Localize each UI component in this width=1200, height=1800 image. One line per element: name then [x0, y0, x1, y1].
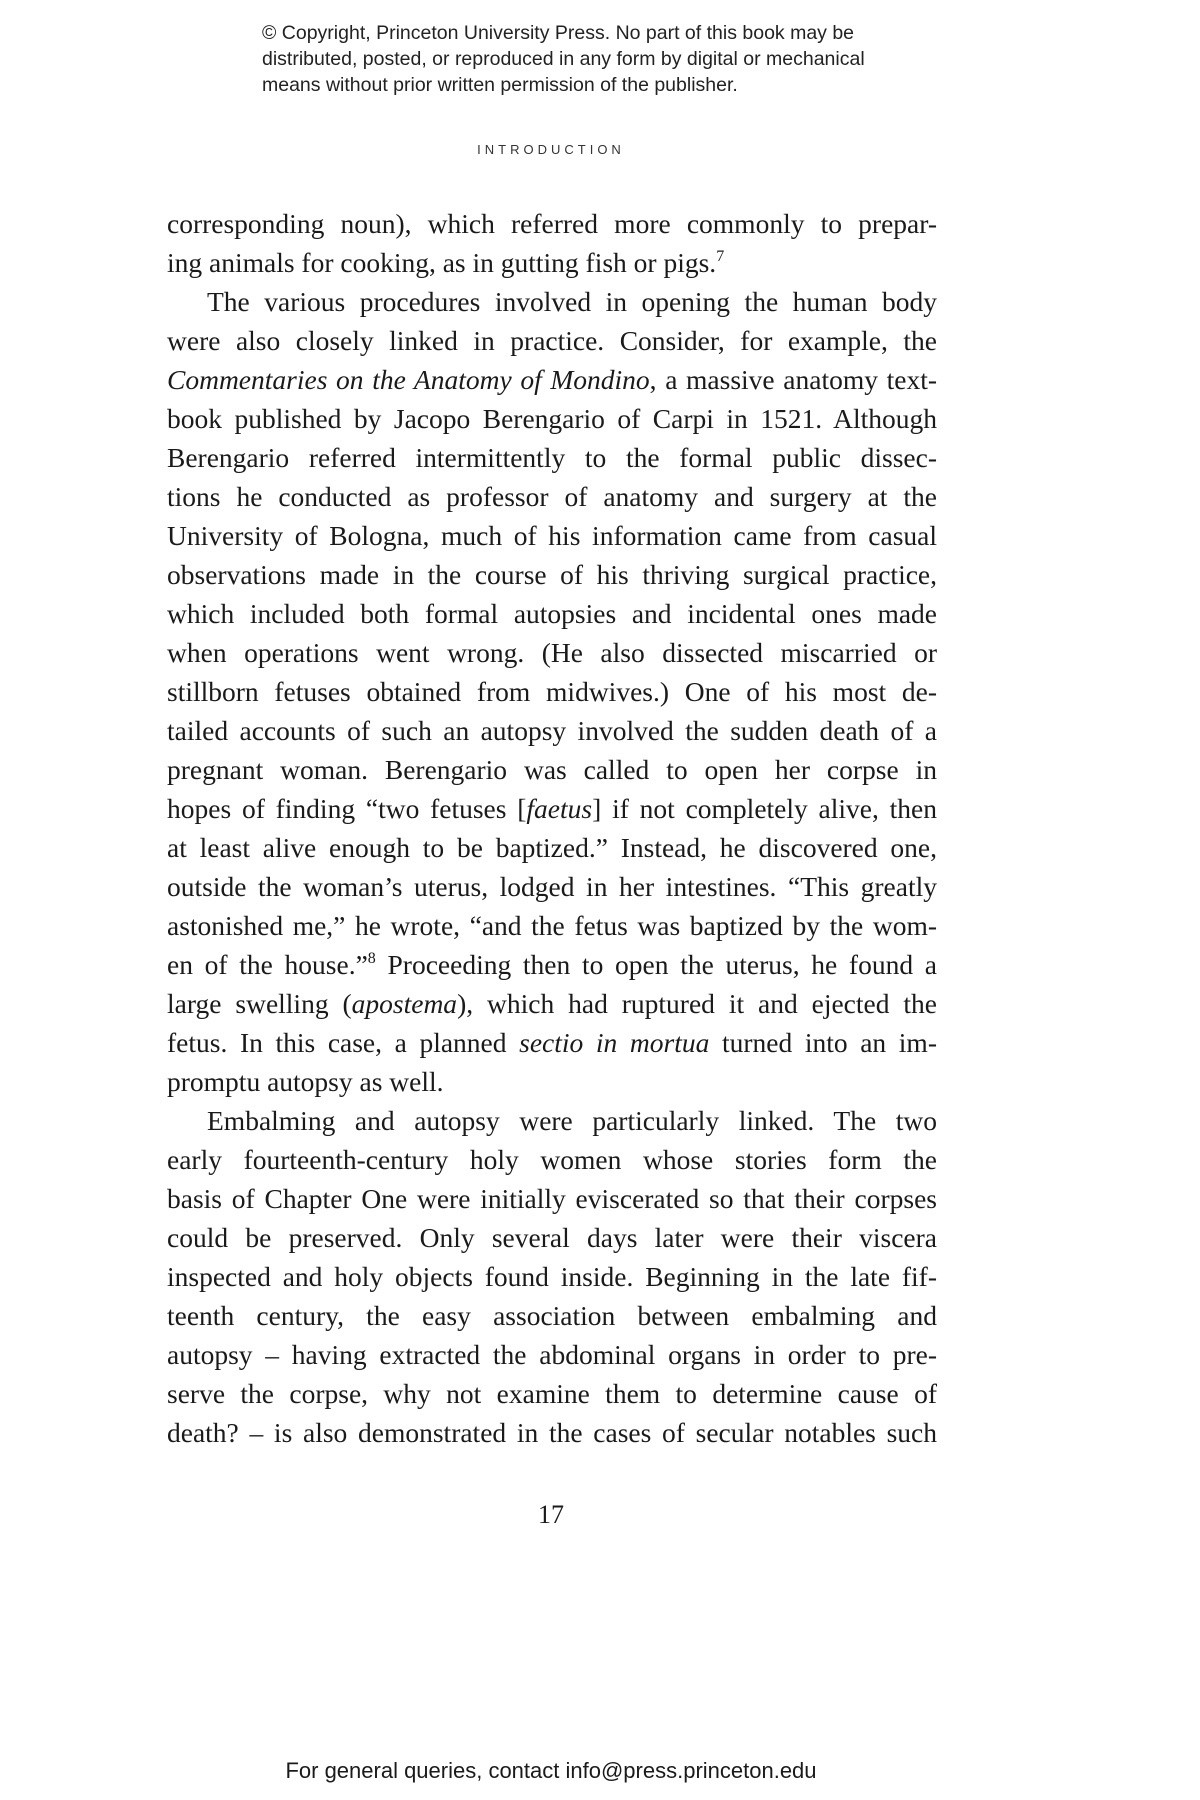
text-line	[167, 1023, 937, 1062]
text-line: Berengario referred intermittently to the formal public dissec-	[167, 442, 937, 473]
text-run: hopes of finding “two fetuses [	[167, 793, 527, 824]
text-line: teenth century, the easy association between embalming and	[167, 1300, 937, 1331]
footnote-marker: 7	[716, 248, 725, 265]
text-line: autopsy – having extracted the abdominal organs in order to pre-	[167, 1339, 937, 1370]
latin-term: sectio in mortua	[519, 1027, 710, 1058]
text-line: book published by Jacopo Berengario of Carpi in 1521. Although	[167, 403, 937, 434]
text-run: fetus. In this case, a planned	[167, 1027, 520, 1058]
copyright-line: distributed, posted, or reproduced in any form by digital or mechanical	[262, 48, 865, 70]
text-line: corresponding noun), which referred more commonly to prepar-	[167, 208, 937, 239]
running-head: INTRODUCTION	[477, 142, 625, 157]
text-line	[167, 984, 937, 1023]
copyright-line: © Copyright, Princeton University Press. No part of this book may be	[262, 22, 855, 44]
text-line: pregnant woman. Berengario was called to open her corpse in	[167, 754, 937, 785]
text-line: astonished me,” he wrote, “and the fetus was baptized by the wom-	[167, 910, 937, 941]
latin-term: faetus	[526, 793, 593, 824]
text-line: at least alive enough to be baptized.” Instead, he discovered one,	[167, 832, 937, 863]
text-line: basis of Chapter One were initially eviscerated so that their corpses	[167, 1183, 937, 1214]
text-line: The various procedures involved in opening the human body	[207, 286, 937, 317]
text-line: observations made in the course of his thriving surgical practice,	[167, 559, 937, 590]
text-run: large swelling (	[167, 988, 352, 1019]
text-line	[167, 789, 937, 828]
copyright-line: means without prior written permission of the publisher.	[262, 74, 738, 96]
text-line: University of Bologna, much of his information came from casual	[167, 520, 937, 551]
text-line: when operations went wrong. (He also dissected miscarried or	[167, 637, 937, 668]
text-line: stillborn fetuses obtained from midwives.) One of his most de-	[167, 676, 937, 707]
text-run: turned into an im-	[709, 1027, 937, 1058]
text-line: which included both formal autopsies and incidental ones made	[167, 598, 937, 629]
footnote-marker: 8	[367, 950, 376, 967]
copyright-notice	[262, 20, 962, 98]
text-line: tions he conducted as professor of anatomy and surgery at the	[167, 481, 937, 512]
text-line	[167, 243, 937, 282]
text-line: promptu autopsy as well.	[167, 1066, 444, 1097]
text-line: early fourteenth-century holy women whose stories form the	[167, 1144, 937, 1175]
paragraph	[167, 204, 937, 282]
text-line: inspected and holy objects found inside. Beginning in the late fif-	[167, 1261, 937, 1292]
text-line: could be preserved. Only several days later were their viscera	[167, 1222, 937, 1253]
text-run: ), which had ruptured it and ejected the	[457, 988, 937, 1019]
paragraph	[167, 282, 937, 1101]
text-line: serve the corpse, why not examine them to determine cause of	[167, 1378, 937, 1409]
text-run: , a massive anatomy text-	[649, 364, 938, 395]
text-run: en of the house.”	[167, 949, 368, 980]
text-line	[167, 945, 937, 984]
text-run: ing animals for cooking, as in gutting fish or pigs.	[167, 247, 717, 278]
text-run: Proceeding then to open the uterus, he found a	[375, 949, 937, 980]
paragraph	[167, 1101, 937, 1452]
body-text	[167, 204, 937, 1452]
text-line	[167, 360, 937, 399]
text-line: death? – is also demonstrated in the cases of secular notables such	[167, 1417, 937, 1448]
book-title: Commentaries on the Anatomy of Mondino	[167, 364, 650, 395]
text-line: Embalming and autopsy were particularly linked. The two	[207, 1105, 937, 1136]
footer-contact: For general queries, contact info@press.princeton.edu	[285, 1758, 817, 1783]
text-line: tailed accounts of such an autopsy involved the sudden death of a	[167, 715, 937, 746]
page-number: 17	[538, 1500, 564, 1529]
text-line: outside the woman’s uterus, lodged in her intestines. “This greatly	[167, 871, 937, 902]
latin-term: apostema	[351, 988, 458, 1019]
text-run: ] if not completely alive, then	[592, 793, 937, 824]
text-line: were also closely linked in practice. Consider, for example, the	[167, 325, 937, 356]
